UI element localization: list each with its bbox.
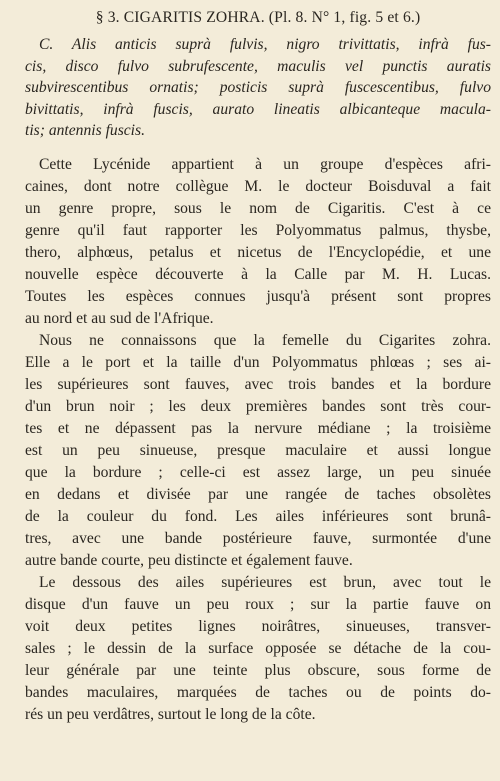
- paragraph-line: au nord et au sud de l'Afrique.: [25, 309, 214, 327]
- diagnosis-line: tis; antennis fuscis.: [25, 122, 145, 140]
- diagnosis-line: subvirescentibus ornatis; posticis suprà fuscescentibus, fulvo: [25, 79, 491, 97]
- paragraph-line: thero, alphœus, petalus et nicetus de l'Encyclopédie, et une: [25, 243, 491, 261]
- paragraph-line: genre qu'il faut rapporter les Polyommatus palmus, thysbe,: [25, 221, 491, 239]
- paragraph-line: voit deux petites lignes noirâtres, sinueuses, transver-: [25, 617, 491, 635]
- paragraph-line: d'un brun noir ; les deux premières bandes sont très cour-: [25, 397, 491, 415]
- paragraph-line: Cette Lycénide appartient à un groupe d'espèces afri-: [39, 155, 491, 173]
- diagnosis-line: C. Alis anticis suprà fulvis, nigro trivittatis, infrà fus-: [39, 36, 491, 53]
- diagnosis-line: bivittatis, infrà fuscis, aurato lineatis albicanteque macula-: [25, 100, 491, 118]
- paragraph-line: tres, avec une bande postérieure fauve, surmontée d'une: [25, 529, 491, 547]
- paragraph-line: autre bande courte, peu distincte et également fauve.: [25, 551, 353, 569]
- paragraph-line: rés un peu verdâtres, surtout le long de la côte.: [25, 705, 316, 723]
- paragraph-line: Le dessous des ailes supérieures est brun, avec tout le: [39, 573, 491, 591]
- paragraph-line: est un peu sinueuse, presque maculaire et aussi longue: [25, 441, 491, 459]
- paragraph-line: caines, dont notre collègue M. le docteur Boisduval a fait: [25, 177, 491, 195]
- paragraph-line: que la bordure ; celle-ci est assez large, un peu sinuée: [25, 463, 491, 481]
- latin-diagnosis: [25, 34, 491, 142]
- paragraph-line: un genre propre, sous le nom de Cigaritis. C'est à ce: [25, 199, 491, 217]
- paragraph-female: [25, 330, 491, 572]
- paragraph-underside: [25, 572, 491, 726]
- paragraph-line: sales ; le dessin de la surface opposée se détache de la cou-: [25, 639, 491, 657]
- paragraph-line: en dedans et divisée par une rangée de taches obsolètes: [25, 485, 491, 503]
- paragraph-line: Elle a le port et la taille d'un Polyommatus phlœas ; ses ai-: [25, 353, 491, 371]
- paragraph-genus: [25, 154, 491, 330]
- section-heading: § 3. CIGARITIS ZOHRA. (Pl. 8. N° 1, fig. 5 et 6.): [95, 9, 421, 26]
- paragraph-line: nouvelle espèce découverte à la Calle par M. H. Lucas.: [25, 265, 491, 283]
- paragraph-line: tes et ne dépassent pas la nervure médiane ; la troisième: [25, 419, 491, 437]
- paragraph-line: disque d'un fauve un peu roux ; sur la partie fauve on: [25, 595, 491, 613]
- paragraph-line: bandes maculaires, marquées de taches ou de points do-: [25, 683, 491, 701]
- paragraph-line: Toutes les espèces connues jusqu'à présent sont propres: [25, 287, 491, 305]
- paragraph-line: les supérieures sont fauves, avec trois bandes et la bordure: [25, 375, 491, 393]
- diagnosis-line: cis, disco fulvo subrufescente, maculis vel punctis auratis: [25, 57, 491, 75]
- paragraph-line: de la couleur du fond. Les ailes inférieures sont brunâ-: [25, 507, 491, 525]
- paragraph-line: leur générale par une teinte plus obscure, sous forme de: [25, 661, 491, 679]
- paragraph-line: Nous ne connaissons que la femelle du Cigarites zohra.: [39, 331, 491, 349]
